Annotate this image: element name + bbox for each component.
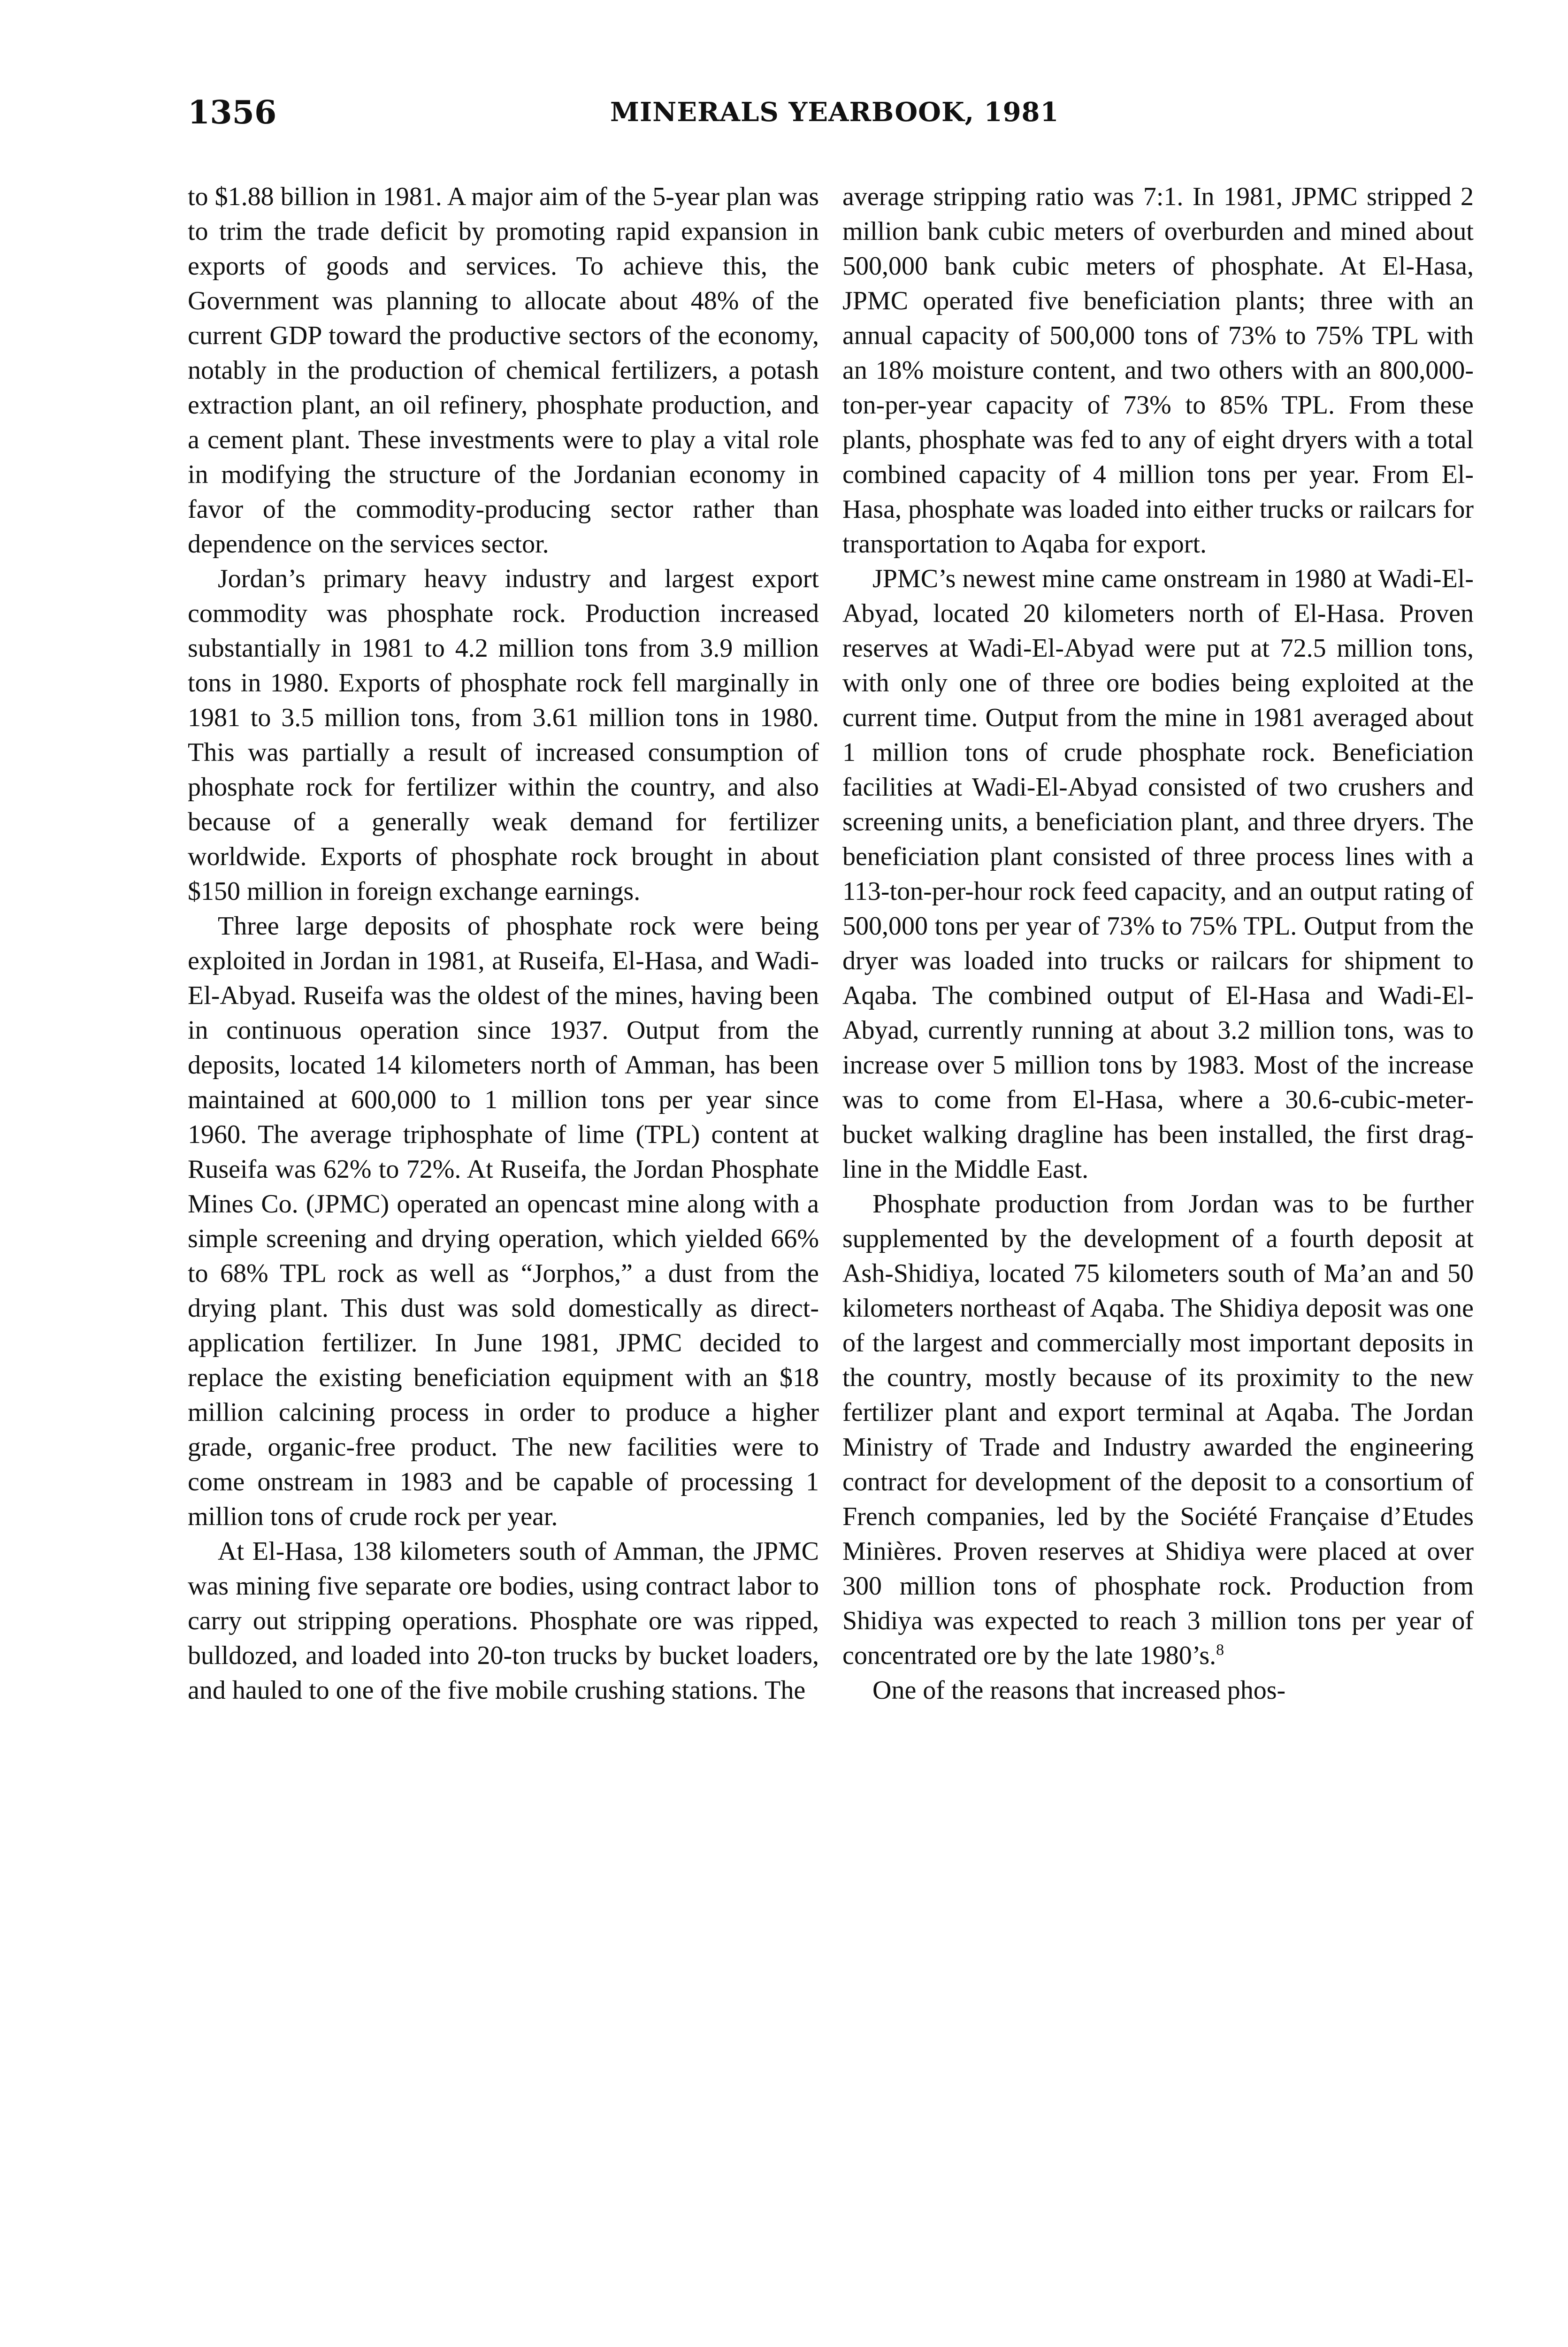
paragraph: At El-Hasa, 138 kilometers south of Amman, the JPMC was mining five separate ore bodies, using contract labor to carry out stripping operations. Phosphate ore was ripped, bulldozed, and loaded into 20-ton trucks by bucket loaders, and hauled to one of the five mobile crushing stations. The <box>188 1537 819 1705</box>
left-column <box>188 179 819 1708</box>
paragraph: to $1.88 billion in 1981. A major aim of the 5-year plan was to trim the trade deficit by promoting rapid expansion in exports of goods and services. To achieve this, the Government was planning to allocate about 48% of the current GDP toward the productive sectors of the economy, notably in the production of chemical fertilizers, a potash extraction plant, an oil refinery, phosphate production, and a cement plant. These investments were to play a vital role in modifying the structure of the Jordanian economy in favor of the commodity-producing sector rather than dependence on the services sector. <box>188 182 819 559</box>
right-column <box>842 179 1474 1708</box>
paragraph: JPMC’s newest mine came onstream in 1980 at Wadi-El-Abyad, located 20 kilometers north of El-Hasa. Proven reserves at Wadi-El-Abyad were put at 72.5 million tons, with only one of three ore bodies being exploited at the current time. Output from the mine in 1981 averaged about 1 million tons of crude phosphate rock. Beneficiation facilities at Wadi-El-Abyad consisted of two crushers and screening units, a beneficiation plant, and three dryers. The beneficiation plant consisted of three process lines with a 113-ton-per-hour rock feed capacity, and an output rating of 500,000 tons per year of 73% to 75% TPL. Output from the dryer was loaded into trucks or railcars for shipment to Aqaba. The combined output of El-Hasa and Wadi-El-Abyad, currently running at about 3.2 million tons, was to increase over 5 million tons by 1983. Most of the increase was to come from El-Hasa, where a 30.6-cubic-meter-bucket walking dragline has been installed, the first dragline in the Middle East. <box>842 564 1474 1184</box>
paragraph: Jordan’s primary heavy industry and largest export commodity was phosphate rock. Production increased substantially in 1981 to 4.2 million tons from 3.9 million tons in 1980. Exports of phosphate rock fell marginally in 1981 to 3.5 million tons, from 3.61 million tons in 1980. This was partially a result of increased consumption of phosphate rock for fertilizer within the country, and also because of a generally weak demand for fertilizer worldwide. Exports of phosphate rock brought in about $150 million in foreign exchange earnings. <box>188 564 819 906</box>
running-title: MINERALS YEARBOOK, 1981 <box>610 97 1059 128</box>
paragraph: Three large deposits of phosphate rock were being exploited in Jordan in 1981, at Ruseifa, El-Hasa, and Wadi-El-Abyad. Ruseifa was the oldest of the mines, having been in continuous operation since 1937. Output from the deposits, located 14 kilometers north of Amman, has been maintained at 600,000 to 1 million tons per year since 1960. The average triphosphate of lime (TPL) content at Ruseifa was 62% to 72%. At Ruseifa, the Jordan Phosphate Mines Co. (JPMC) operated an opencast mine along with a simple screening and drying operation, which yielded 66% to 68% TPL rock as well as “Jorphos,” a dust from the drying plant. This dust was sold domestically as direct-application fertilizer. In June 1981, JPMC decided to replace the existing beneficiation equipment with an $18 million calcining process in order to produce a higher grade, organic-free product. The new facilities were to come onstream in 1983 and be capable of processing 1 million tons of crude rock per year. <box>188 912 819 1531</box>
page-number: 1356 <box>188 94 277 131</box>
paragraph-text: Phosphate production from Jordan was to be further supplemented by the development of a fourth deposit at Ash-Shidiya, located 75 kilometers south of Ma’an and 50 kilometers northeast of Aqaba. The Shidiya deposit was one of the largest and commercially most important deposits in the country, mostly because of its proximity to the new fertilizer plant and export terminal at Aqaba. The Jordan Ministry of Trade and Industry awarded the engineering contract for development of the deposit to a consortium of French companies, led by the Société Française d’Etudes Minières. Proven reserves at Shidiya were placed at over 300 million tons of phosphate rock. Production from Shidiya was expected to reach 3 million tons per year of concentrated ore by the late 1980’s. <box>842 1189 1474 1670</box>
paragraph: One of the reasons that increased phos- <box>872 1676 1286 1705</box>
footnote-reference[interactable]: 8 <box>1216 1641 1224 1659</box>
page-header <box>188 94 1380 131</box>
paragraph <box>842 1187 1474 1673</box>
paragraph: average stripping ratio was 7:1. In 1981, JPMC stripped 2 million bank cubic meters of overburden and mined about 500,000 bank cubic meters of phosphate. At El-Hasa, JPMC operated five beneficiation plants; three with an annual capacity of 500,000 tons of 73% to 75% TPL with an 18% moisture content, and two others with an 800,000-ton-per-year capacity of 73% to 85% TPL. From these plants, phosphate was fed to any of eight dryers with a total combined capacity of 4 million tons per year. From El-Hasa, phosphate was loaded into either trucks or railcars for transportation to Aqaba for export. <box>842 182 1474 559</box>
